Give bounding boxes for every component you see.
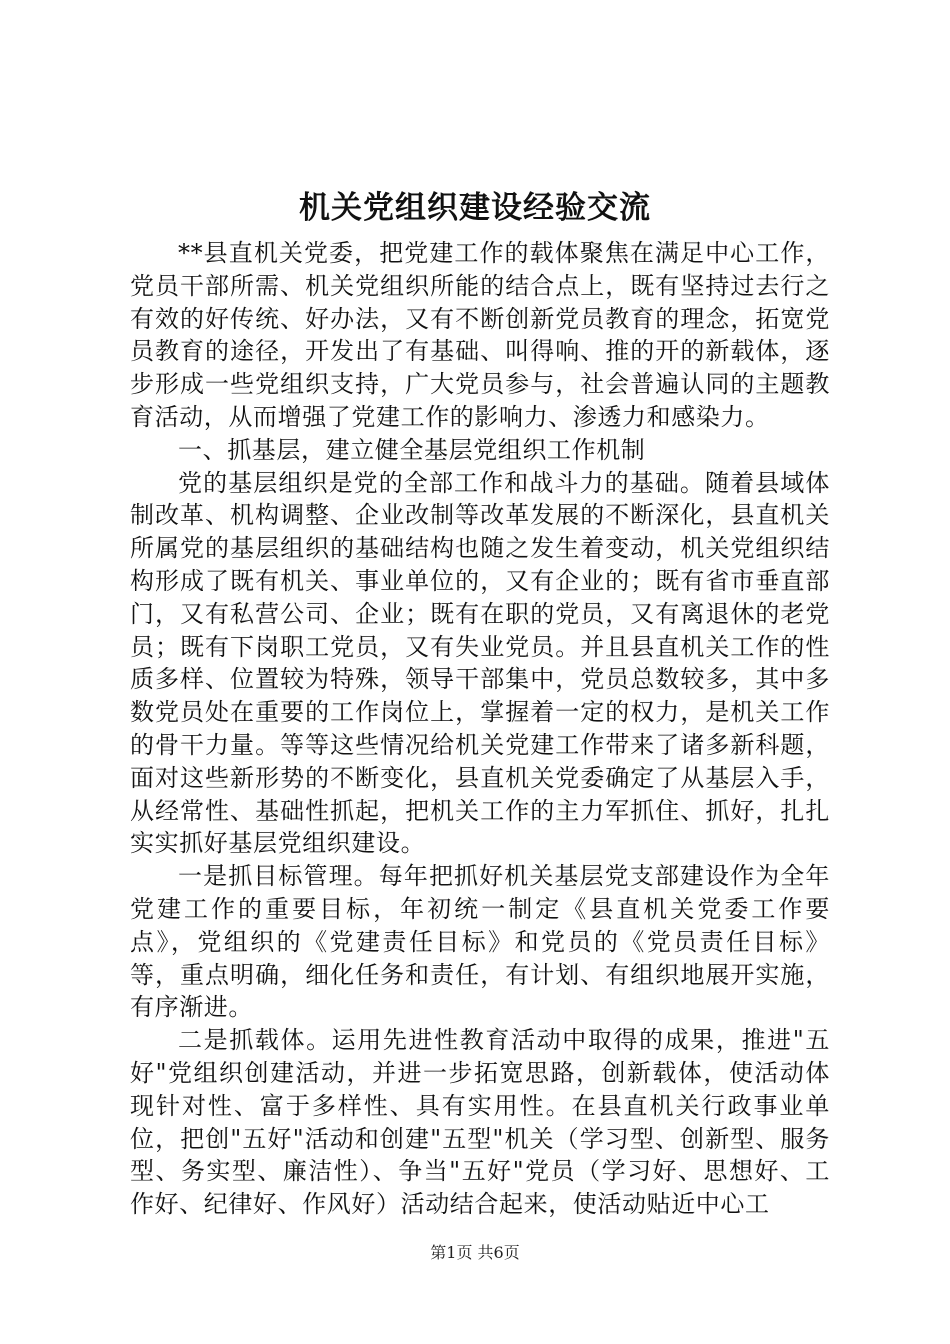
- paragraph-intro: **县直机关党委，把党建工作的载体聚焦在满足中心工作，党员干部所需、机关党组织所能的结合点上，既有坚持过去行之有效的好传统、好办法，又有不断创新党员教育的理念，拓宽党员教育的途径，开发出了有基础、叫得响、推的开的新载体，逐步形成一些党组织支持，广大党员参与，社会普遍认同的主题教育活动，从而增强了党建工作的影响力、渗透力和感染力。: [130, 239, 830, 431]
- document-title: 机关党组织建设经验交流: [299, 190, 651, 226]
- document-body: [130, 237, 830, 1221]
- paragraph-target-management: 一是抓目标管理。每年把抓好机关基层党支部建设作为全年党建工作的重要目标，年初统一制定《县直机关党委工作要点》，党组织的《党建责任目标》和党员的《党员责任目标》等，重点明确，细化任务和责任，有计划、有组织地展开实施，有序渐进。: [130, 862, 830, 1022]
- paragraph-basic-organization: 党的基层组织是党的全部工作和战斗力的基础。随着县域体制改革、机构调整、企业改制等改革发展的不断深化，县直机关所属党的基层组织的基础结构也随之发生着变动，机关党组织结构形成了既有机关、事业单位的，又有企业的；既有省市垂直部门，又有私营公司、企业；既有在职的党员，又有离退休的老党员；既有下岗职工党员，又有失业党员。并且县直机关工作的性质多样、位置较为特殊，领导干部集中，党员总数较多，其中多数党员处在重要的工作岗位上，掌握着一定的权力，是机关工作的骨干力量。等等这些情况给机关党建工作带来了诸多新科题，面对这些新形势的不断变化，县直机关党委确定了从基层入手，从经常性、基础性抓起，把机关工作的主力军抓住、抓好，扎扎实实抓好基层党组织建设。: [130, 468, 830, 858]
- section-heading-1: 一、抓基层，建立健全基层党组织工作机制: [178, 435, 646, 464]
- paragraph-carrier: 二是抓载体。运用先进性教育活动中取得的成果，推进"五好"党组织创建活动，并进一步拓宽思路，创新载体，使活动体现针对性、富于多样性、具有实用性。在县直机关行政事业单位，把创"五好"活动和创建"五型"机关（学习型、创新型、服务型、务实型、廉洁性）、争当"五好"党员（学习好、思想好、工作好、纪律好、作风好）活动结合起来，使活动贴近中心工: [130, 1026, 830, 1219]
- page-number-footer: 第1页 共6页: [430, 1243, 520, 1262]
